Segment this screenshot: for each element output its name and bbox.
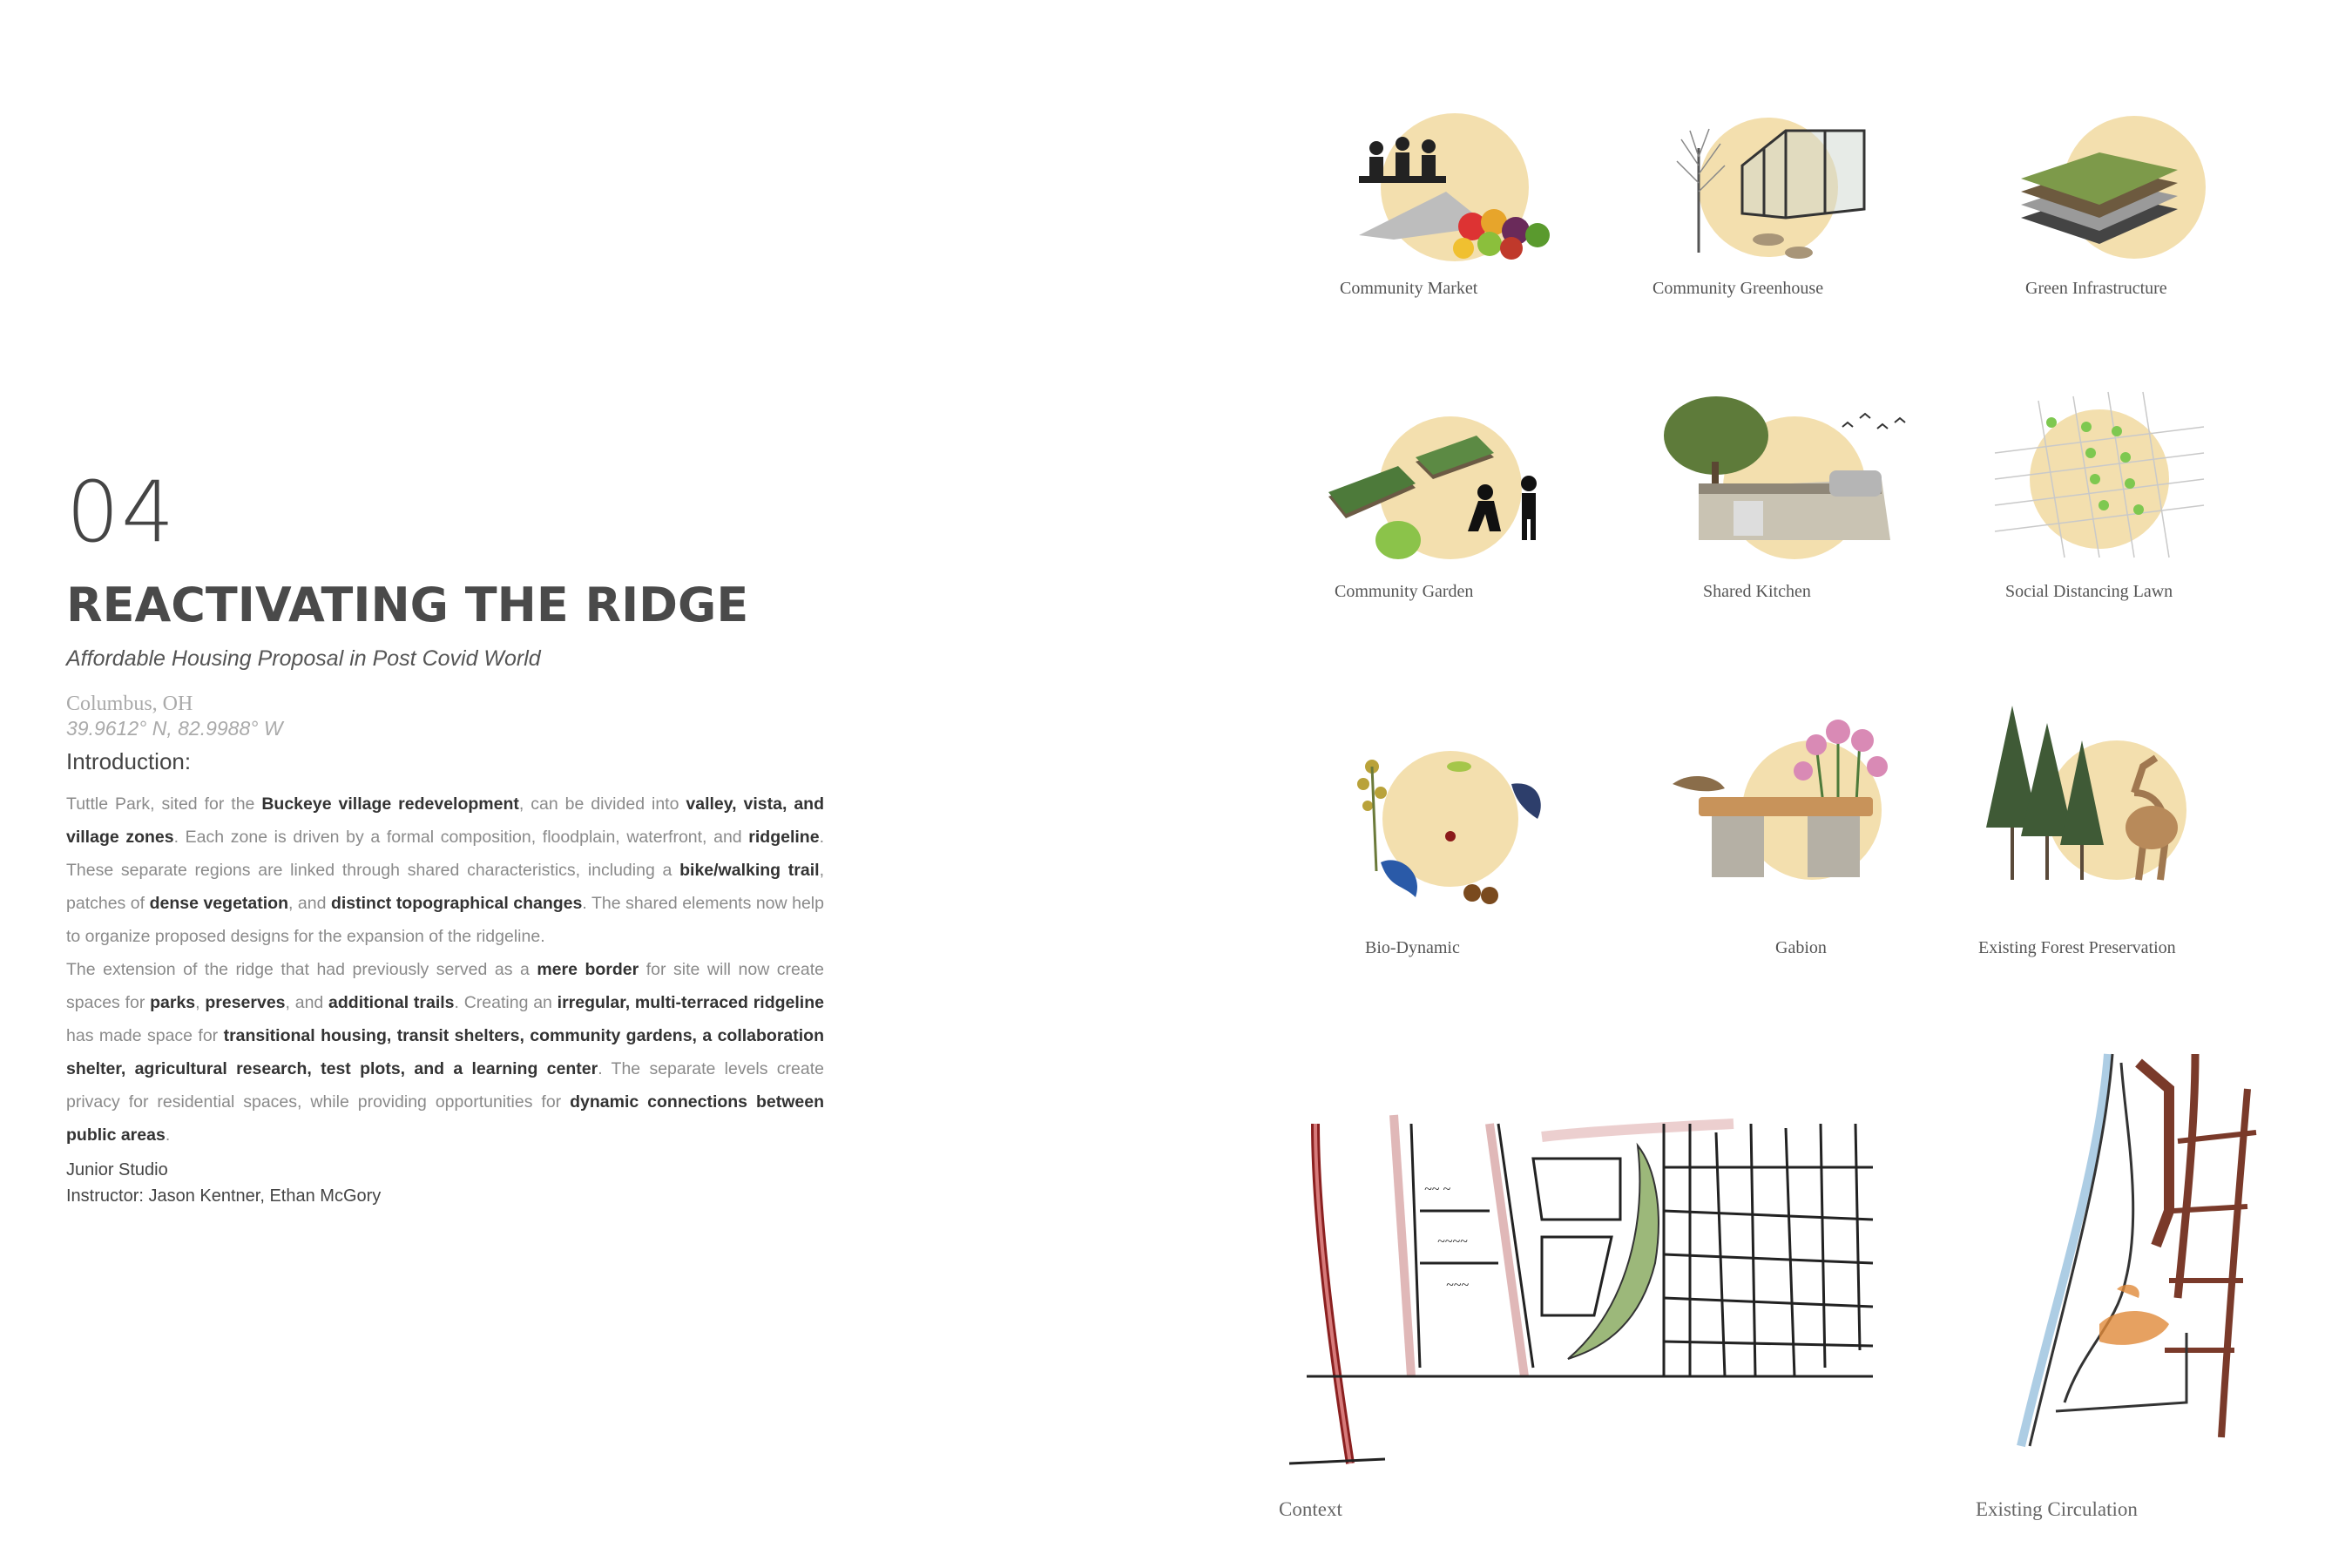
social-distancing-lawn-illustration: [1986, 383, 2213, 566]
studio-label: Junior Studio: [66, 1160, 168, 1180]
project-title: REACTIVATING THE RIDGE: [66, 578, 749, 632]
project-subtitle: Affordable Housing Proposal in Post Covid World: [66, 646, 541, 671]
shared-kitchen-illustration: [1655, 383, 1916, 575]
instructor-label: Instructor: Jason Kentner, Ethan McGory: [66, 1186, 382, 1206]
paragraph-text: The extension of the ridge that had previously served as a: [66, 960, 537, 980]
project-coordinates: 39.9612° N, 82.9988° W: [66, 716, 283, 740]
svg-text:~~ ~: ~~ ~: [1424, 1182, 1450, 1197]
paragraph-text: for site will now create spaces for: [66, 960, 824, 1013]
emphasized-phrase: ridgeline: [748, 828, 820, 848]
paragraph-text: Tuttle Park, sited for the: [66, 794, 262, 814]
green-infrastructure-illustration: [2004, 113, 2230, 279]
project-text-column: [66, 463, 825, 1209]
community-market-illustration: [1342, 113, 1568, 279]
emphasized-phrase: mere border: [537, 960, 639, 980]
paragraph-text: . The shared elements now help to organize proposed designs for the expansion of the ridgeline.: [66, 894, 824, 947]
intro-heading: Introduction:: [66, 748, 192, 775]
context-sketch-map: [1281, 1089, 1890, 1481]
paragraph-text: , patches of: [66, 861, 824, 914]
paragraph-text: has made space for: [66, 1026, 224, 1046]
paragraph-text: ,: [195, 993, 206, 1013]
existing-circulation-sketch: [1969, 1037, 2300, 1463]
svg-text:~~~: ~~~: [1446, 1278, 1469, 1293]
community-garden-illustration: [1328, 409, 1564, 584]
emphasized-phrase: irregular, multi-terraced ridgeline: [557, 993, 824, 1013]
emphasized-phrase: dense vegetation: [149, 894, 288, 914]
caption-social-distancing-lawn: Social Distancing Lawn: [2005, 582, 2173, 601]
paragraph-text: , and: [285, 993, 329, 1013]
paragraph-text: , and: [287, 894, 331, 914]
caption-context: Context: [1279, 1498, 1342, 1520]
emphasized-phrase: bike/walking trail: [679, 861, 820, 881]
emphasized-phrase: valley, vista, and village zones: [66, 794, 824, 848]
paragraph-text: .: [165, 1125, 171, 1146]
emphasized-phrase: distinct topographical changes: [330, 894, 583, 914]
emphasized-phrase: transitional housing, transit shelters, community gardens, a collaboration shelter, agricultural research, test plots, and a learning center: [66, 1026, 825, 1079]
emphasized-phrase: dynamic connections between public areas: [66, 1092, 824, 1146]
gabion-illustration: [1664, 706, 1916, 906]
paragraph-text: . Each zone is driven by a formal composition, floodplain, waterfront, and: [173, 828, 749, 848]
caption-community-greenhouse: Community Greenhouse: [1652, 279, 1824, 298]
svg-text:~~~~: ~~~~: [1437, 1234, 1468, 1249]
caption-existing-circulation: Existing Circulation: [1976, 1498, 2138, 1520]
emphasized-phrase: parks: [150, 993, 196, 1013]
caption-existing-forest-preservation: Existing Forest Preservation: [1978, 938, 2176, 957]
intro-paragraph-1: [66, 787, 824, 953]
caption-community-market: Community Market: [1340, 279, 1478, 298]
paragraph-text: , can be divided into: [518, 794, 686, 814]
emphasized-phrase: Buckeye village redevelopment: [261, 794, 519, 814]
community-greenhouse-illustration: [1655, 113, 1882, 279]
project-number: 04: [66, 463, 177, 561]
intro-paragraph-2: [66, 953, 824, 1152]
existing-forest-illustration: [1969, 697, 2213, 915]
caption-community-garden: Community Garden: [1335, 582, 1474, 601]
paragraph-text: . These separate regions are linked through shared characteristics, including a: [66, 828, 824, 881]
emphasized-phrase: additional trails: [328, 993, 455, 1013]
paragraph-text: . The separate levels create privacy for residential spaces, while providing opportunities for: [66, 1059, 824, 1112]
project-location: Columbus, OH: [66, 693, 193, 715]
emphasized-phrase: preserves: [205, 993, 286, 1013]
paragraph-text: . Creating an: [454, 993, 558, 1013]
caption-gabion: Gabion: [1775, 938, 1827, 957]
caption-green-infrastructure: Green Infrastructure: [2025, 279, 2167, 298]
caption-bio-dynamic: Bio-Dynamic: [1365, 938, 1460, 957]
bio-dynamic-illustration: [1328, 732, 1564, 923]
caption-shared-kitchen: Shared Kitchen: [1703, 582, 1811, 601]
